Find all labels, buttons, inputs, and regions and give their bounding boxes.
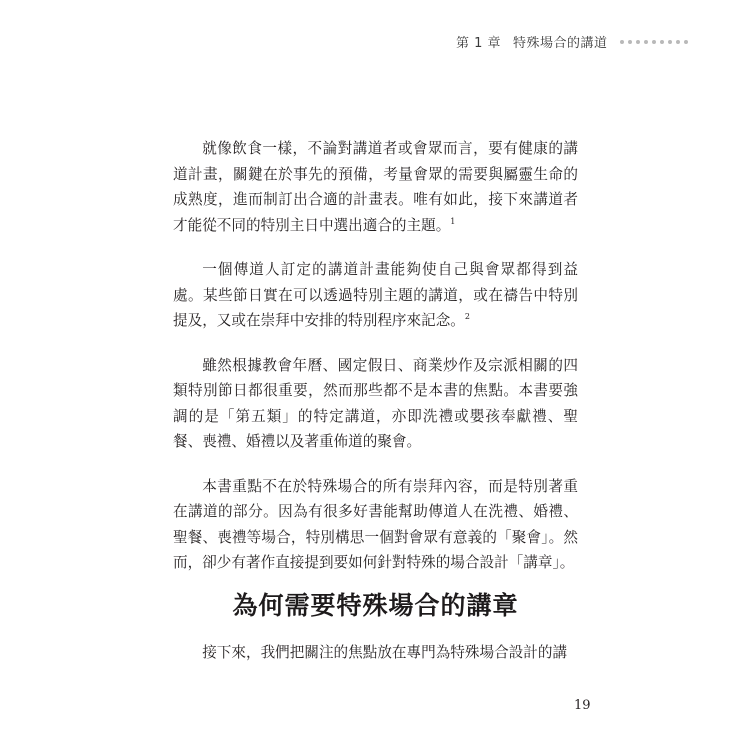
paragraph-3 bbox=[173, 353, 578, 455]
dot-icon bbox=[636, 40, 640, 44]
paragraph-4 bbox=[173, 474, 578, 576]
dot-icon bbox=[652, 40, 656, 44]
chapter-title: 特殊場合的講道 bbox=[513, 36, 608, 51]
dot-icon bbox=[620, 40, 624, 44]
decorative-dots bbox=[620, 40, 688, 44]
footnote-ref-1[interactable]: 1 bbox=[450, 216, 456, 226]
paragraph-5: 接下來，我們把關注的焦點放在專門為特殊場合設計的講 bbox=[202, 644, 568, 661]
dot-icon bbox=[684, 40, 688, 44]
dot-icon bbox=[628, 40, 632, 44]
paragraph-1-text: 就像飲食一樣，不論對講道者或會眾而言，要有健康的講道計畫，關鍵在於事先的預備，考量會眾的需要與屬靈生命的成熟度，進而制訂出合適的計畫表。唯有如此，接下來講道者才能從不同的特別主日中選出適合的主題。 bbox=[173, 140, 578, 234]
chapter-label: 第 1 章 bbox=[456, 36, 502, 51]
dot-icon bbox=[660, 40, 664, 44]
paragraph-3-text: 雖然根據教會年曆、國定假日、商業炒作及宗派相關的四類特別節日都很重要，然而那些都不是本書的焦點。本書要強調的是「第五類」的特定講道，亦即洗禮或嬰孩奉獻禮、聖餐、喪禮、婚禮以及著重佈道的聚會。 bbox=[173, 356, 578, 450]
section-heading: 為何需要特殊場合的講章 bbox=[232, 591, 519, 620]
running-head bbox=[456, 32, 688, 51]
dot-icon bbox=[668, 40, 672, 44]
dot-icon bbox=[644, 40, 648, 44]
paragraph-2-text: 一個傳道人訂定的講道計畫能夠使自己與會眾都得到益處。某些節日實在可以透過特別主題的講道，或在禱告中特別提及，又或在崇拜中安排的特別程序來記念。 bbox=[173, 261, 578, 329]
dot-icon bbox=[676, 40, 680, 44]
paragraph-1 bbox=[173, 136, 578, 238]
page-number: 19 bbox=[574, 698, 591, 713]
footnote-ref-2[interactable]: 2 bbox=[464, 312, 470, 322]
paragraph-4-text: 本書重點不在於特殊場合的所有崇拜內容，而是特別著重在講道的部分。因為有很多好書能幫助傳道人在洗禮、婚禮、聖餐、喪禮等場合，特別構思一個對會眾有意義的「聚會」。然而，卻少有著作直接提到要如何針對特殊的場合設計「講章」。 bbox=[173, 477, 578, 571]
body-text bbox=[173, 136, 578, 595]
paragraph-2 bbox=[173, 257, 578, 334]
